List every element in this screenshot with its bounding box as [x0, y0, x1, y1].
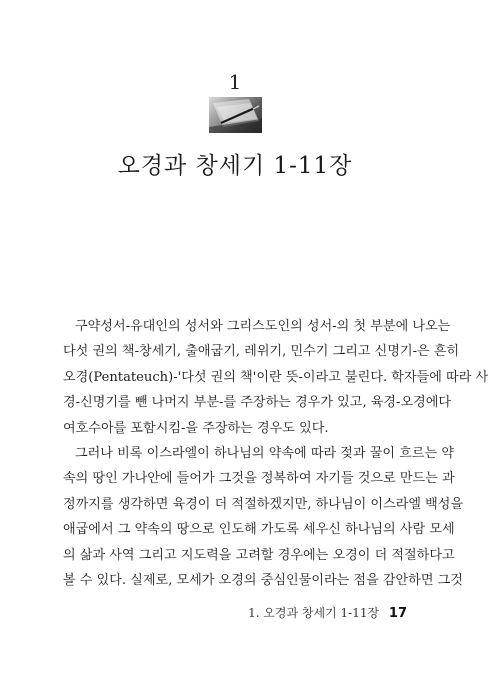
- paragraph-line: 애굽에서 그 약속의 땅으로 인도해 가도록 세우신 하나님의 사람 모세: [63, 522, 455, 538]
- paragraph-line: 볼 수 있다. 실제로, 모세가 오경의 중심인물이라는 점을 감안하면 그것: [63, 572, 463, 588]
- chapter-photo: [209, 97, 262, 133]
- chapter-number: 1: [228, 70, 242, 94]
- paragraph-line: 속의 땅인 가나안에 들어가 그것을 정복하여 자기들 것으로 만드는 과: [63, 471, 455, 487]
- paragraph-line: 여호수아를 포함시킴-을 주장하는 경우도 있다.: [63, 420, 329, 436]
- body-text: [63, 314, 488, 593]
- page-number: 17: [388, 606, 407, 621]
- paragraph-line: 구약성서-유대인의 성서와 그리스도인의 성서-의 첫 부분에 나오는: [75, 319, 451, 334]
- paragraph-line: 그러나 비록 이스라엘이 하나님의 약속에 따라 젖과 꿀이 흐르는 약: [75, 445, 454, 461]
- page-footer: [248, 604, 407, 621]
- chapter-title: 오경과 창세기 1-11장: [117, 153, 353, 179]
- paragraph-line: 의 삶과 사역 그리고 지도력을 고려할 경우에는 오경이 더 적절하다고: [63, 547, 455, 563]
- paragraph-line: 다섯 권의 책-창세기, 출애굽기, 레위기, 민수기 그리고 신명기-은 흔히: [63, 344, 460, 360]
- paragraph-line: 경-신명기를 뺀 나머지 부분-를 주장하는 경우가 있고, 육경-오경에다: [63, 395, 452, 411]
- running-head: 1. 오경과 창세기 1-11장: [248, 606, 380, 620]
- paragraph-line: 정까지를 생각하면 육경이 더 적절하겠지만, 하나님이 이스라엘 백성을: [63, 496, 464, 512]
- chapter-photo-graphic: [209, 97, 262, 133]
- paragraph-line: 오경(Pentateuch)-'다섯 권의 책'이란 뜻-이라고 불린다. 학자들에 따라 사: [63, 369, 488, 385]
